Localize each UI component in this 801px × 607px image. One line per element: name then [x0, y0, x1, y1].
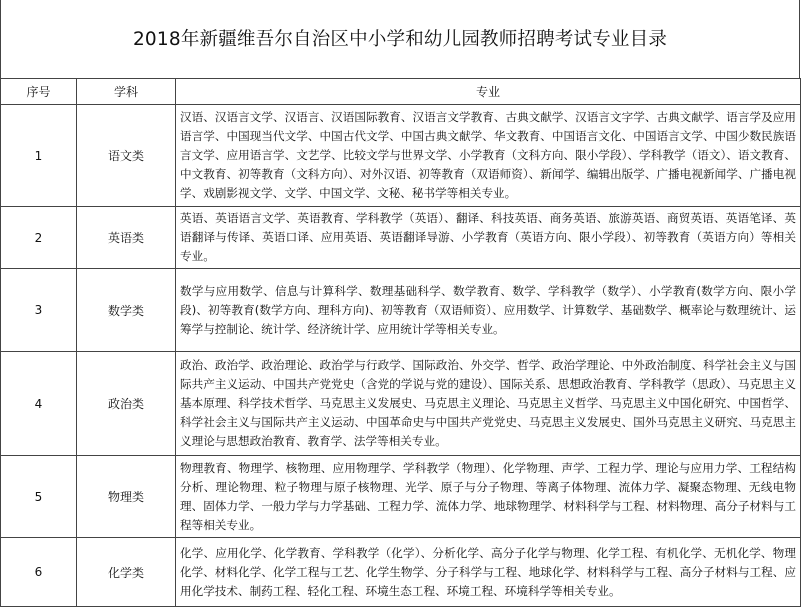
row-majors: 汉语、汉语言文学、汉语言、汉语国际教育、汉语言文学教育、古典文献学、汉语言文字学、古典文献学、语言学及应用语言学、中国现当代文学、中国古代文学、中国古典文献学、华文教育、中国语言文化、中国语言文学、中国少数民族语言文学、应用语言学、文艺学、比较文学与世界文学、小学教育（文科方向、限小学段）、学科教学（语文）、语文教育、中文教育、初等教育（文科方向）、对外汉语、初等教育（双语师资）、新闻学、编辑出版学、广播电视新闻学、广播电视学、戏剧影视文学、文学、中国文学、文秘、秘书学等相关专业。 [176, 105, 801, 207]
row-subject: 数学类 [77, 269, 176, 352]
table-row [1, 352, 801, 456]
row-num: 6 [1, 538, 77, 607]
row-num: 5 [1, 456, 77, 538]
row-majors: 数学与应用数学、信息与计算科学、数理基础科学、数学教育、数学、学科教学（数学）、小学教育(数学方向、限小学段)、初等教育(数学方向、理科方向)、初等教育（双语师资）、应用数学、计算数学、基础数学、概率论与数理统计、运筹学与控制论、统计学、经济统计学、应用统计学等相关专业。 [176, 269, 801, 352]
table-row [1, 105, 801, 207]
row-majors: 政治、政治学、政治理论、政治学与行政学、国际政治、外交学、哲学、政治学理论、中外政治制度、科学社会主义与国际共产主义运动、中国共产党党史（含党的学说与党的建设）、国际关系、思想政治教育、学科教学（思政）、马克思主义基本原理、科学技术哲学、马克思主义发展史、马克思主义理论、马克思主义哲学、马克思主义中国化研究、中国哲学、科学社会主义与国际共产主义运动、中国革命史与中国共产党党史、马克思主义发展史、国外马克思主义研究、马克思主义理论与思想政治教育、教育学、法学等相关专业。 [176, 352, 801, 456]
row-num: 1 [1, 105, 77, 207]
row-num: 2 [1, 207, 77, 269]
header-majors: 专业 [176, 79, 801, 105]
row-num: 3 [1, 269, 77, 352]
row-majors: 化学、应用化学、化学教育、学科教学（化学）、分析化学、高分子化学与物理、化学工程、有机化学、无机化学、物理化学、材料化学、化学工程与工艺、化学生物学、分子科学与工程、地球化学、材料科学与工程、高分子材料与工程、应用化学技术、制药工程、轻化工程、环境生态工程、环境工程、环境科学等相关专业。 [176, 538, 801, 607]
table-row [1, 207, 801, 269]
table-header-row [1, 79, 801, 105]
document-title: 2018年新疆维吾尔自治区中小学和幼儿园教师招聘考试专业目录 [0, 0, 800, 78]
row-subject: 政治类 [77, 352, 176, 456]
row-subject: 物理类 [77, 456, 176, 538]
row-subject: 化学类 [77, 538, 176, 607]
table-row [1, 456, 801, 538]
table-row [1, 538, 801, 607]
header-subject: 学科 [77, 79, 176, 105]
header-num: 序号 [1, 79, 77, 105]
table-row [1, 269, 801, 352]
row-majors: 英语、英语语言文学、英语教育、学科教学（英语）、翻译、科技英语、商务英语、旅游英语、商贸英语、英语笔译、英语翻译与传译、英语口译、应用英语、英语翻译导游、小学教育（英语方向、限小学段）、初等教育（英语方向）等相关专业。 [176, 207, 801, 269]
row-subject: 语文类 [77, 105, 176, 207]
row-subject: 英语类 [77, 207, 176, 269]
row-num: 4 [1, 352, 77, 456]
row-majors: 物理教育、物理学、核物理、应用物理学、学科教学（物理）、化学物理、声学、工程力学、理论与应用力学、工程结构分析、理论物理、粒子物理与原子核物理、光学、原子与分子物理、等离子体物理、流体力学、凝聚态物理、无线电物理、固体力学、一般力学与力学基础、工程力学、流体力学、地球物理学、材料科学与工程、材料物理、高分子材料与工程等相关专业。 [176, 456, 801, 538]
majors-table [0, 78, 801, 607]
